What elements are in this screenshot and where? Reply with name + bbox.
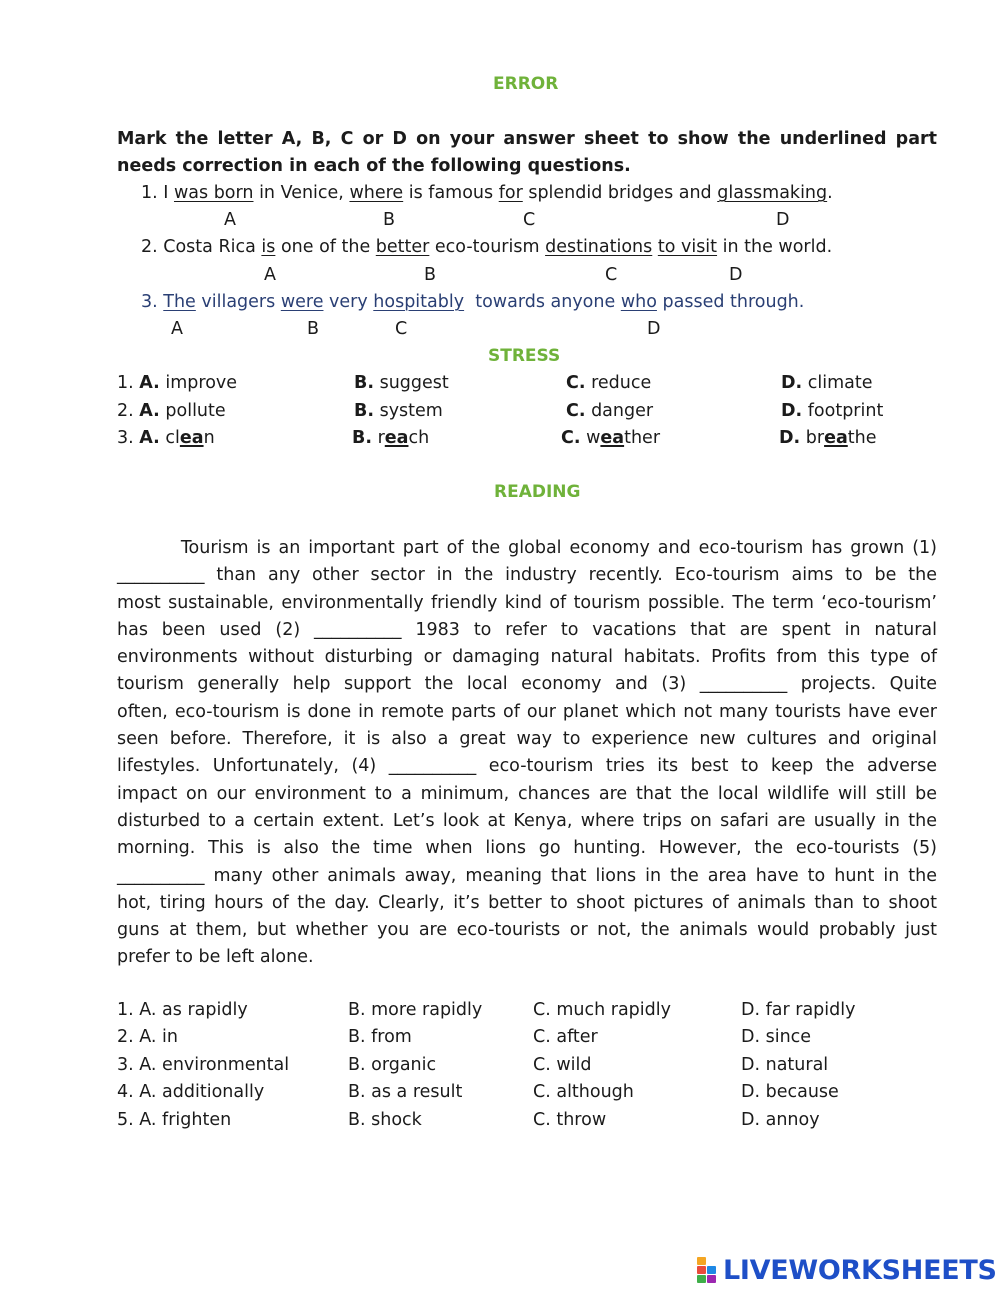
liveworksheets-logo [697,1256,997,1284]
option-3-d[interactable]: D. natural [741,1054,829,1075]
stress-row-2-d: D. footprint [781,401,884,421]
passage-line: tourism generally help support the local economy and (3) __________ projects. Quite [117,671,937,698]
option-4-a[interactable]: 4. A. additionally [117,1082,265,1103]
stress-row-3-c: C. weather [561,428,661,448]
instruction-line-1: Mark the letter A, B, C or D on your answer sheet to show the underlined part [117,129,937,149]
q2-option-a: is [261,237,276,257]
option-1-d[interactable]: D. far rapidly [741,1000,856,1020]
q3-option-d: who [620,292,657,312]
passage-line: has been used (2) __________ 1983 to refer to vacations that are spent in natural [117,617,937,644]
q3-label-c: C [395,319,408,339]
q2-label-b: B [424,265,437,285]
q2-option-d: to visit [657,237,718,257]
stress-row-3-b: B. reach [352,428,430,448]
q2-label-c: C [605,265,618,285]
error-question-2: 2. Costa Rica is one of the better eco-tourism destinations to visit in the world. [141,237,833,257]
q1-option-a: was born [173,183,254,203]
q1-label-b: B [383,210,396,230]
passage-line: __________ many other animals away, meaning that lions in the area have to hunt in the [117,863,937,890]
q2-option-b: better [375,237,430,257]
passage-line: Tourism is an important part of the global economy and eco-tourism has grown (1) [117,538,937,558]
passage-line: __________ than any other sector in the industry recently. Eco-tourism aims to be the [117,562,937,589]
option-3-a[interactable]: 3. A. environmental [117,1054,290,1075]
option-5-d[interactable]: D. annoy [741,1109,820,1130]
option-1-b[interactable]: B. more rapidly [348,1000,483,1020]
stress-row-1-a: 1. A. improve [117,373,238,393]
option-1-a[interactable]: 1. A. as rapidly [117,1000,248,1020]
option-3-c[interactable]: C. wild [533,1054,592,1075]
stress-row-1-b: B. suggest [354,373,449,393]
q2-label-a: A [264,265,276,285]
error-heading: ERROR [493,74,559,94]
passage-line: environments without disturbing or damaging natural habitats. Profits from this type of [117,647,937,668]
stress-row-2-b: B. system [354,401,443,421]
passage-line: disturbed to a certain extent. Let’s look at Kenya, where trips on safari are usually in the [117,810,937,831]
q3-option-a: The [163,292,196,312]
q3-option-c: hospitably [373,292,465,312]
passage-line: guns at them, but whether you are eco-tourists or not, the animals would probably just [117,920,937,941]
stress-row-1-c: C. reduce [566,373,652,393]
stress-row-3-d: D. breathe [779,428,877,448]
stress-row-3-a: 3. A. clean [117,428,215,448]
option-2-a[interactable]: 2. A. in [117,1027,179,1048]
passage-line: lifestyles. Unfortunately, (4) __________ eco-tourism tries its best to keep the adverse [117,753,937,780]
error-question-3: 3. The villagers were very hospitably towards anyone who passed through. [141,292,805,312]
stress-row-2-c: C. danger [566,401,654,421]
passage-line: impact on our environment to a minimum, chances are that the local wildlife will still be [117,783,937,804]
q2-label-d: D [729,265,743,285]
option-2-c[interactable]: C. after [533,1027,598,1048]
option-4-d[interactable]: D. because [741,1082,839,1103]
passage-line: prefer to be left alone. [117,947,314,968]
stress-heading: STRESS [488,346,561,366]
logo-text: LIVEWORKSHEETS [723,1254,997,1286]
passage-line: hot, tiring hours of the day. Clearly, it’s better to shoot pictures of animals than to shoot [117,892,937,913]
q3-label-b: B [307,319,320,339]
answer-blank[interactable]: __________ [314,619,402,640]
answer-blank[interactable]: __________ [388,756,477,777]
q1-label-d: D [776,210,790,230]
error-question-1: 1. I was born in Venice, where is famous for splendid bridges and glassmaking. [141,183,833,203]
passage-line: seen before. Therefore, it is also a great way to experience new cultures and original [117,729,937,750]
passage-line: often, eco-tourism is done in remote parts of our planet which not many tourists have ever [117,701,937,722]
passage-line: morning. This is also the time when lions go hunting. However, the eco-tourists (5) [117,838,937,859]
option-2-d[interactable]: D. since [741,1027,812,1048]
option-4-c[interactable]: C. although [533,1082,634,1103]
option-5-c[interactable]: C. throw [533,1109,607,1130]
option-4-b[interactable]: B. as a result [348,1082,463,1103]
answer-blank[interactable]: __________ [117,565,205,586]
instruction-line-2: needs correction in each of the following questions. [117,156,631,176]
q3-label-a: A [171,319,183,339]
option-2-b[interactable]: B. from [348,1027,412,1048]
answer-blank[interactable]: __________ [699,674,788,695]
q1-option-d: glassmaking [717,183,828,203]
reading-passage [117,535,937,972]
passage-line: most sustainable, environmentally friendly kind of tourism possible. The term ‘eco-tourism’ [117,592,937,613]
logo-blocks-icon [697,1257,721,1283]
q1-label-c: C [523,210,536,230]
q3-label-d: D [647,319,661,339]
option-1-c[interactable]: C. much rapidly [533,1000,671,1020]
q1-label-a: A [224,210,236,230]
option-5-b[interactable]: B. shock [348,1109,422,1130]
stress-row-1-d: D. climate [781,373,873,393]
option-3-b[interactable]: B. organic [348,1054,437,1075]
q2-option-c: destinations [545,237,653,257]
stress-row-2-a: 2. A. pollute [117,401,226,421]
q1-option-b: where [349,183,404,203]
answer-blank[interactable]: __________ [117,865,205,886]
q1-option-c: for [498,183,523,203]
reading-heading: READING [494,482,581,502]
option-5-a[interactable]: 5. A. frighten [117,1109,232,1130]
q3-option-b: were [280,292,324,312]
